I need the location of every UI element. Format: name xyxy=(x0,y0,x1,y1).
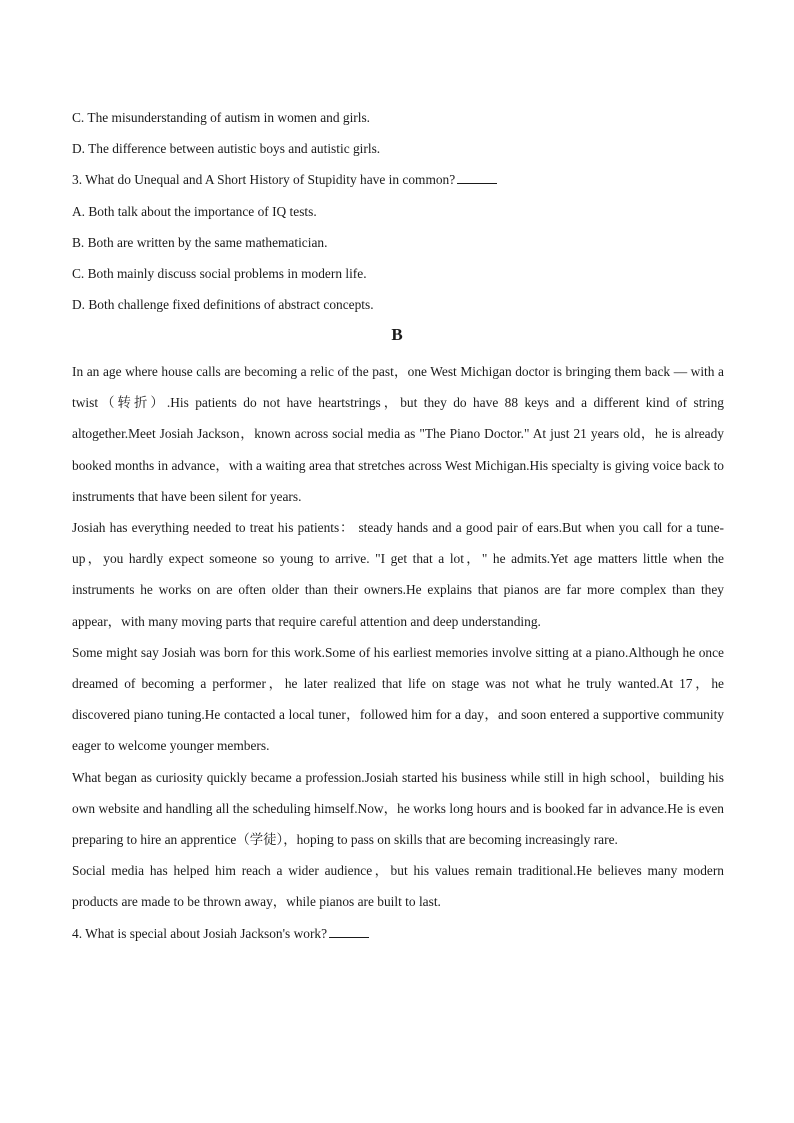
q3-option-d: D. Both challenge fixed definitions of abstract concepts. xyxy=(72,297,374,313)
q3-option-b: B. Both are written by the same mathematician. xyxy=(72,234,328,250)
q4-answer-blank xyxy=(329,924,369,938)
passage-paragraph-2: Josiah has everything needed to treat his patients： steady hands and a good pair of ears.But when you call for a tune-up，you hardly expect someone so young to arrive. "I get that a lot，" he admits.Yet age matters little when the instruments he works on are often older than their owners.He explains that pianos are far more complex than they appear，with many moving parts that require careful attention and deep understanding. xyxy=(72,520,724,629)
passage-paragraph-4: What began as curiosity quickly became a profession.Josiah started his business while still in high school，building his own website and handling all the scheduling himself.Now，he works long hours and is booked far in advance.He is even preparing to hire an apprentice（学徒），hoping to pass on skills that are becoming increasingly rare. xyxy=(72,769,724,848)
passage-paragraph-3: Some might say Josiah was born for this work.Some of his earliest memories involve sitting at a piano.Although he once dreamed of becoming a performer，he later realized that life on stage was not what he truly wanted.At 17，he discovered piano tuning.He contacted a local tuner，followed him for a day，and soon entered a supportive community eager to welcome younger members. xyxy=(72,644,724,754)
q4-stem: 4. What is special about Josiah Jackson's work? xyxy=(72,925,328,941)
q3-answer-blank xyxy=(457,170,497,184)
question-block-top xyxy=(72,102,732,320)
q3-stem: 3. What do Unequal and A Short History of Stupidity have in common? xyxy=(72,172,456,188)
q2-option-c: C. The misunderstanding of autism in women and girls. xyxy=(72,110,371,125)
q3-stem-line xyxy=(72,164,732,195)
q2-option-d: D. The difference between autistic boys and autistic girls. xyxy=(72,141,381,157)
section-heading: B xyxy=(391,325,403,344)
reading-passage xyxy=(72,356,724,949)
passage-paragraph-5: Social media has helped him reach a wider audience，but his values remain traditional.He believes many modern products are made to be thrown away，while pianos are built to last. xyxy=(72,863,724,910)
q3-option-a: A. Both talk about the importance of IQ tests. xyxy=(72,203,317,219)
q4-stem-line xyxy=(72,918,724,949)
q3-option-c: C. Both mainly discuss social problems in modern life. xyxy=(72,265,367,281)
passage-paragraph-1: In an age where house calls are becoming a relic of the past，one West Michigan doctor is bringing them back — with a twist（转折）.His patients do not have heartstrings，but they do have 88 keys and a different kind of string altogether.Meet Josiah Jackson，known across social media as "The Piano Doctor." At just 21 years old，he is already booked months in advance，with a waiting area that stretches across West Michigan.His specialty is giving voice back to instruments that have been silent for years. xyxy=(72,364,724,504)
